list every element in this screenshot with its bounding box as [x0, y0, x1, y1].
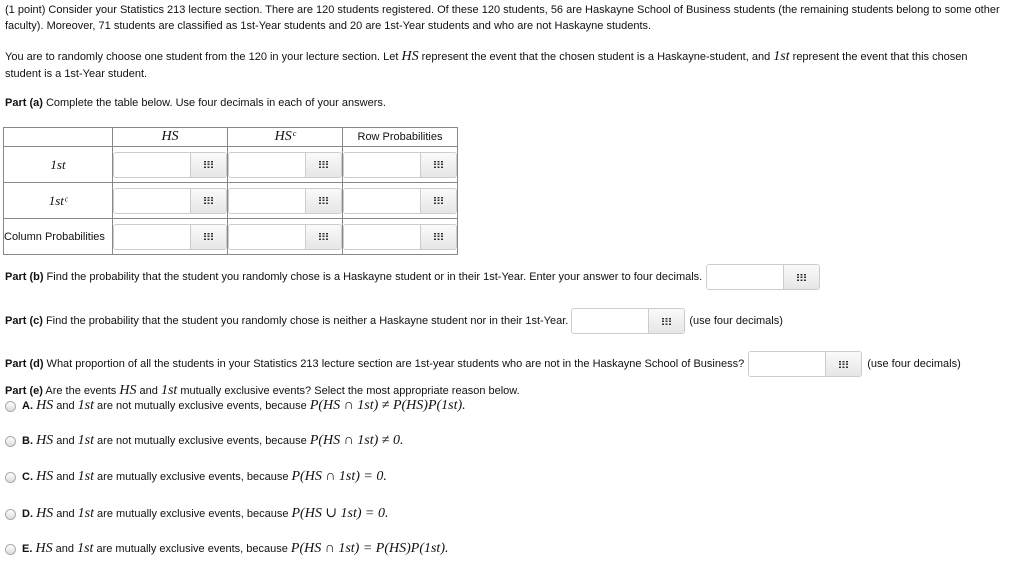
- math-formula: P(HS ∩ 1st) = P(HS)P(1st).: [290, 541, 449, 556]
- answer-field[interactable]: [114, 225, 190, 249]
- answer-input[interactable]: [228, 152, 342, 178]
- keypad-icon: [204, 197, 213, 204]
- answer-input[interactable]: [343, 224, 457, 250]
- answer-field[interactable]: [229, 225, 305, 249]
- row-label-column-probabilities: Column Probabilities: [4, 219, 113, 255]
- part-b-input[interactable]: [706, 264, 820, 290]
- keypad-icon: [662, 318, 671, 325]
- math-formula: P(HS ∩ 1st) ≠ 0.: [309, 433, 404, 448]
- keypad-button[interactable]: [783, 265, 819, 289]
- keypad-icon: [434, 161, 443, 168]
- radio-button[interactable]: [5, 436, 16, 447]
- option-text: are not mutually exclusive events, because: [94, 400, 310, 412]
- keypad-button[interactable]: [420, 225, 456, 249]
- radio-button[interactable]: [5, 472, 16, 483]
- option-letter: A.: [22, 400, 33, 412]
- part-label: Part (e): [5, 385, 43, 397]
- answer-input[interactable]: [228, 188, 342, 214]
- problem-intro: [5, 2, 1000, 34]
- option-text: and: [52, 543, 78, 555]
- part-label: Part (d): [5, 358, 44, 370]
- keypad-icon: [319, 197, 328, 204]
- setup-text: student is a 1st-Year student.: [5, 68, 148, 80]
- intro-line: (1 point) Consider your Statistics 213 lecture section. There are 120 students registered. Of these 120 students, 56 are Haskayne School of Business students (the remaining students belong to some other: [5, 4, 1000, 16]
- option-text: are not mutually exclusive events, because: [94, 435, 310, 447]
- part-text: Complete the table below. Use four decimals in each of your answers.: [42, 97, 386, 109]
- answer-field[interactable]: [572, 309, 648, 333]
- keypad-button[interactable]: [420, 189, 456, 213]
- keypad-button[interactable]: [190, 153, 226, 177]
- part-label: Part (b): [5, 271, 44, 283]
- part-text: Find the probability that the student you randomly chose is neither a Haskayne student nor in their 1st-Year.: [42, 315, 569, 327]
- answer-input[interactable]: [113, 224, 227, 250]
- keypad-button[interactable]: [648, 309, 684, 333]
- hint-text: (use four decimals): [689, 315, 783, 327]
- probability-table: [3, 127, 458, 255]
- part-c-input[interactable]: [571, 308, 685, 334]
- answer-input[interactable]: [113, 188, 227, 214]
- option-d[interactable]: [5, 505, 389, 522]
- keypad-icon: [319, 161, 328, 168]
- option-text: are mutually exclusive events, because: [94, 471, 292, 483]
- math-hs: HS: [36, 506, 54, 521]
- answer-field[interactable]: [344, 153, 420, 177]
- part-d-input[interactable]: [748, 351, 862, 377]
- radio-button[interactable]: [5, 401, 16, 412]
- keypad-icon: [434, 233, 443, 240]
- math-formula: P(HS ∩ 1st) = 0.: [291, 469, 387, 484]
- option-letter: C.: [22, 471, 33, 483]
- answer-field[interactable]: [344, 225, 420, 249]
- answer-field[interactable]: [229, 189, 305, 213]
- part-d: [5, 351, 961, 377]
- keypad-icon: [204, 233, 213, 240]
- header-empty: [4, 128, 113, 147]
- keypad-button[interactable]: [305, 225, 341, 249]
- math-1st: 1st: [160, 383, 178, 398]
- math-hs: HS: [36, 433, 54, 448]
- part-text: What proportion of all the students in your Statistics 213 lecture section are 1st-year students who are not in the Haskayne School of Business?: [43, 358, 745, 370]
- radio-button[interactable]: [5, 544, 16, 555]
- answer-input[interactable]: [113, 152, 227, 178]
- setup-text: You are to randomly choose one student from the 120 in your lecture section. Let: [5, 51, 402, 63]
- math-1st: 1st: [77, 541, 94, 556]
- math-hs: HS: [119, 383, 137, 398]
- math-hs: HS: [35, 541, 53, 556]
- part-text: Are the events: [42, 385, 120, 397]
- math-formula: P(HS ∩ 1st) ≠ P(HS)P(1st).: [309, 398, 466, 413]
- option-text: and: [53, 400, 78, 412]
- part-text: and: [136, 385, 161, 397]
- math-hs: HS: [36, 469, 54, 484]
- row-label-1st: 1st: [4, 147, 113, 183]
- answer-field[interactable]: [707, 265, 783, 289]
- option-letter: D.: [22, 508, 33, 520]
- math-1st: 1st: [77, 469, 94, 484]
- keypad-button[interactable]: [190, 189, 226, 213]
- radio-button[interactable]: [5, 509, 16, 520]
- keypad-icon: [797, 274, 806, 281]
- option-text: and: [53, 508, 78, 520]
- part-e-prompt: [5, 383, 520, 399]
- part-label: Part (c): [5, 315, 43, 327]
- keypad-icon: [434, 197, 443, 204]
- keypad-icon: [204, 161, 213, 168]
- option-text: are mutually exclusive events, because: [93, 543, 291, 555]
- option-text: are mutually exclusive events, because: [94, 508, 292, 520]
- keypad-button[interactable]: [305, 153, 341, 177]
- math-1st: 1st: [77, 398, 94, 413]
- part-label: Part (a): [5, 97, 43, 109]
- answer-field[interactable]: [749, 352, 825, 376]
- math-hs: HS: [401, 49, 419, 64]
- answer-field[interactable]: [344, 189, 420, 213]
- part-a-prompt: [5, 97, 386, 109]
- header-hs-complement: HSᶜ: [228, 128, 343, 147]
- part-text: Find the probability that the student you randomly chose is a Haskayne student or in their 1st-Year. Enter your answer to four decimals.: [43, 271, 703, 283]
- option-a[interactable]: [5, 398, 466, 414]
- math-formula: P(HS ∪ 1st) = 0.: [291, 506, 389, 521]
- answer-input[interactable]: [343, 188, 457, 214]
- option-text: and: [53, 435, 78, 447]
- answer-input[interactable]: [228, 224, 342, 250]
- option-b[interactable]: [5, 433, 403, 449]
- part-text: mutually exclusive events? Select the most appropriate reason below.: [177, 385, 520, 397]
- option-text: and: [53, 471, 78, 483]
- answer-field[interactable]: [229, 153, 305, 177]
- keypad-icon: [319, 233, 328, 240]
- part-b: [5, 264, 820, 290]
- answer-input[interactable]: [343, 152, 457, 178]
- keypad-button[interactable]: [190, 225, 226, 249]
- header-hs: HS: [113, 128, 228, 147]
- option-c[interactable]: [5, 469, 387, 485]
- hint-text: (use four decimals): [867, 358, 961, 370]
- part-c: [5, 308, 783, 334]
- setup-text: represent the event that this chosen: [789, 51, 968, 63]
- problem-setup: [5, 48, 968, 83]
- intro-line: faculty). Moreover, 71 students are classified as 1st-Year students and 20 are 1st-Year students and who are not Haskayne students.: [5, 20, 652, 32]
- answer-field[interactable]: [114, 153, 190, 177]
- math-1st: 1st: [77, 506, 94, 521]
- math-1st: 1st: [773, 49, 790, 64]
- option-e[interactable]: [5, 541, 449, 557]
- answer-field[interactable]: [114, 189, 190, 213]
- keypad-button[interactable]: [825, 352, 861, 376]
- keypad-button[interactable]: [305, 189, 341, 213]
- math-hs: HS: [36, 398, 54, 413]
- option-letter: B.: [22, 435, 33, 447]
- math-1st: 1st: [77, 433, 94, 448]
- header-row-probabilities: Row Probabilities: [343, 128, 458, 147]
- option-letter: E.: [22, 543, 33, 555]
- keypad-button[interactable]: [420, 153, 456, 177]
- row-label-1st-complement: 1stᶜ: [4, 183, 113, 219]
- keypad-icon: [839, 361, 848, 368]
- setup-text: represent the event that the chosen student is a Haskayne-student, and: [418, 51, 774, 63]
